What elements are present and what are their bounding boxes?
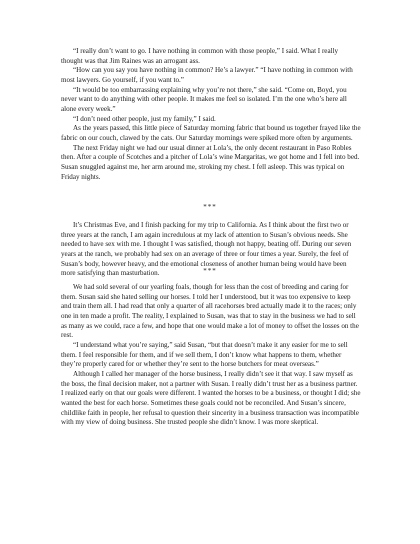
section-separator: ***: [203, 267, 217, 275]
paragraph: “It would be too embarrassing explaining why you’re not there,” she said. “Come on, Boyd, you never want to do anything with other people. It makes me feel so isolated. I’m the one who’s here all alone every week.”: [61, 85, 347, 113]
paragraph: The next Friday night we had our usual dinner at Lola’s, the only decent restaurant in Paso Robles then. After a couple of Scotches and a pitcher of Lola’s wine Margaritas, we got home and I fell into bed. Susan snuggled against me, her arm around me, stroking my chest. I fell asleep. This was typical on Friday nights.: [61, 143, 360, 181]
paragraph: It’s Christmas Eve, and I finish packing for my trip to California. As I think about the first two or three years at the ranch, I am again incredulous at my lack of attention to Susan’s obvious needs. She needed to have sex with me. I thought I was satisfied, though not happy, beating off. During our seven years at the ranch, we probably had sex on an average of three or four times a year. Surely, the feel of Susan’s body, however heavy, and the emotional closeness of another human being would have been more satisfying than masturbation.: [61, 221, 352, 278]
section-separator: ***: [203, 203, 217, 211]
paragraph: As the years passed, this little piece of Saturday morning fabric that bound us together frayed like the fabric on our couch, clawed by the cats. Our Saturday mornings were spiked more often by arguments.: [61, 124, 361, 142]
text-section-3: [61, 283, 361, 428]
paragraph: “I understand what you’re saying,” said Susan, “but that doesn’t make it any easier for me to sell them. I feel responsible for them, and if we sell them, I don’t know what happens to them, whether they’re properly cared for or whether they’re sent to the horse butchers for meat overseas.”: [61, 340, 348, 369]
paragraph: “I really don’t want to go. I have nothing in common with those people,” I said. What I really thought was that Jim Raines was an arrogant ass.: [61, 47, 339, 65]
paragraph: Although I called her manager of the horse business, I really didn’t see it that way. I saw myself as the boss, the final decision maker, not a partner with Susan. I really didn’t trust her as a business partner. I realized early on that our goals were different. I wanted the horses to be a business, or thought I did; she wanted the best for each horse. Sometimes these goals could not be reconciled. And Susan’s sincere, childlike faith in people, her refusal to question their sincerity in a business transaction was incompatible with my view of doing business. She trusted people she didn’t know. I was more skeptical.: [61, 369, 361, 427]
text-section-1: [61, 47, 361, 182]
paragraph: “I don’t need other people, just my family,” I said.: [73, 114, 216, 123]
paragraph: “How can you say you have nothing in common? He’s a lawyer.” “I have nothing in common with most lawyers. Go yourself, if you want to.”: [61, 66, 353, 84]
paragraph: We had sold several of our yearling foals, though for less than the cost of breeding and caring for them. Susan said she hated selling our horses. I told her I understood, but it was too expensive to keep and train them all. I had read that only a quarter of all racehorses bred actually made it to the races; only one in ten made a profit. The reality, I explained to Susan, was that to stay in the business we had to sell as many as we could, race a few, and hope that one would make a lot of money to offset the losses on the rest.: [61, 283, 359, 340]
